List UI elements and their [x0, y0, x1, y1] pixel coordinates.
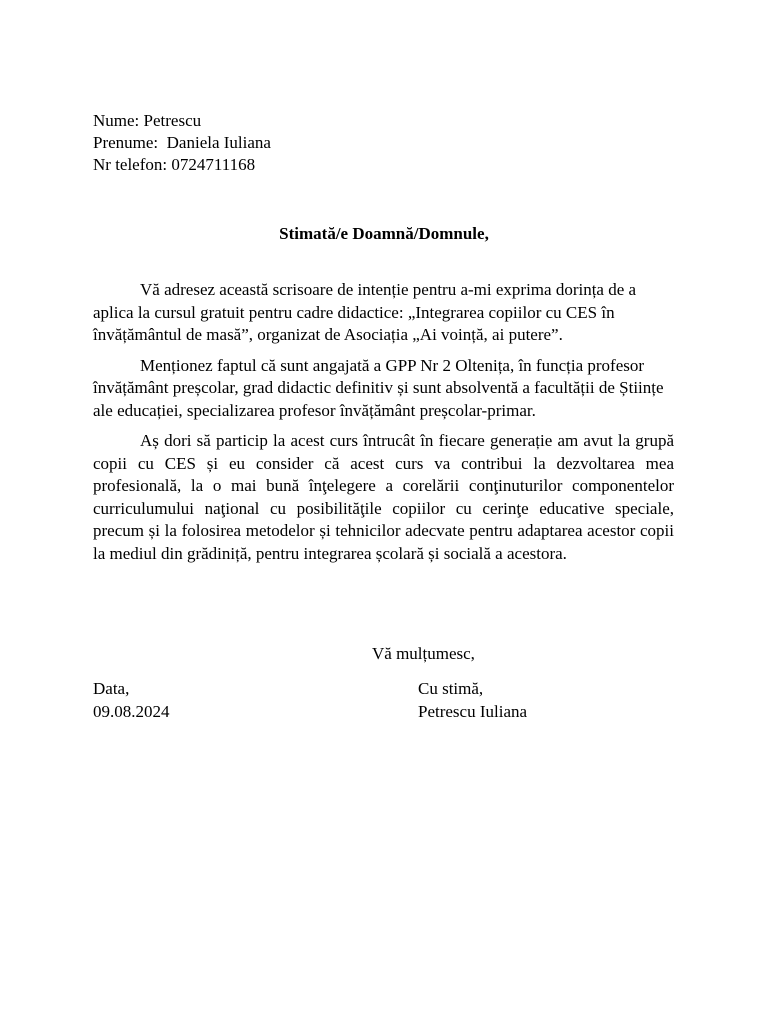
date-value: 09.08.2024: [93, 701, 170, 721]
paragraph-intent: Vă adresez această scrisoare de intenție pentru a-mi exprima dorința de a aplica la cursul gratuit pentru cadre didactice: „Integrarea copiilor cu CES în învățământul de masă”, organizat de Asociația „Ai voință, ai putere”.: [93, 280, 637, 344]
date-label: Data,: [93, 679, 130, 698]
paragraph-employment: Menționez faptul că sunt angajată a GPP Nr 2 Oltenița, în funcția profesor învățământ preșcolar, grad didactic definitiv și sunt absolventă a facultății de Științe ale educației, specializarea profesor învățământ preșcolar-primar.: [93, 355, 664, 420]
sender-last-name: Nume: Petrescu: [93, 111, 202, 130]
sender-first-name: Prenume: Daniela Iuliana: [93, 133, 271, 152]
sender-details: [93, 110, 271, 176]
sender-phone: Nr telefon: 0724711168: [93, 155, 256, 174]
regards-label: Cu stimă,: [418, 679, 484, 698]
date-block: [93, 678, 170, 723]
salutation: Stimată/e Doamnă/Domnule,: [279, 224, 489, 243]
thanks-line: Vă mulțumesc,: [372, 644, 475, 663]
signature-block: [418, 678, 527, 723]
paragraph-motivation: Aș dori să particip la acest curs întrucât în fiecare generație am avut la grupă copii cu CES și eu consider că acest curs va contribui la dezvoltarea mea profesională, la o mai bună înţelegere a corelării conţinuturilor componentelor curriculumului naţional cu posibilităţile copiilor cu cerinţe educative speciale, precum și la folosirea metodelor și tehnicilor adecvate pentru adaptarea acestor copii la mediul din grădiniță, pentru integrarea școlară și socială a acestora.: [93, 431, 674, 563]
letter-body: [93, 279, 674, 573]
signature-name: Petrescu Iuliana: [418, 701, 528, 721]
